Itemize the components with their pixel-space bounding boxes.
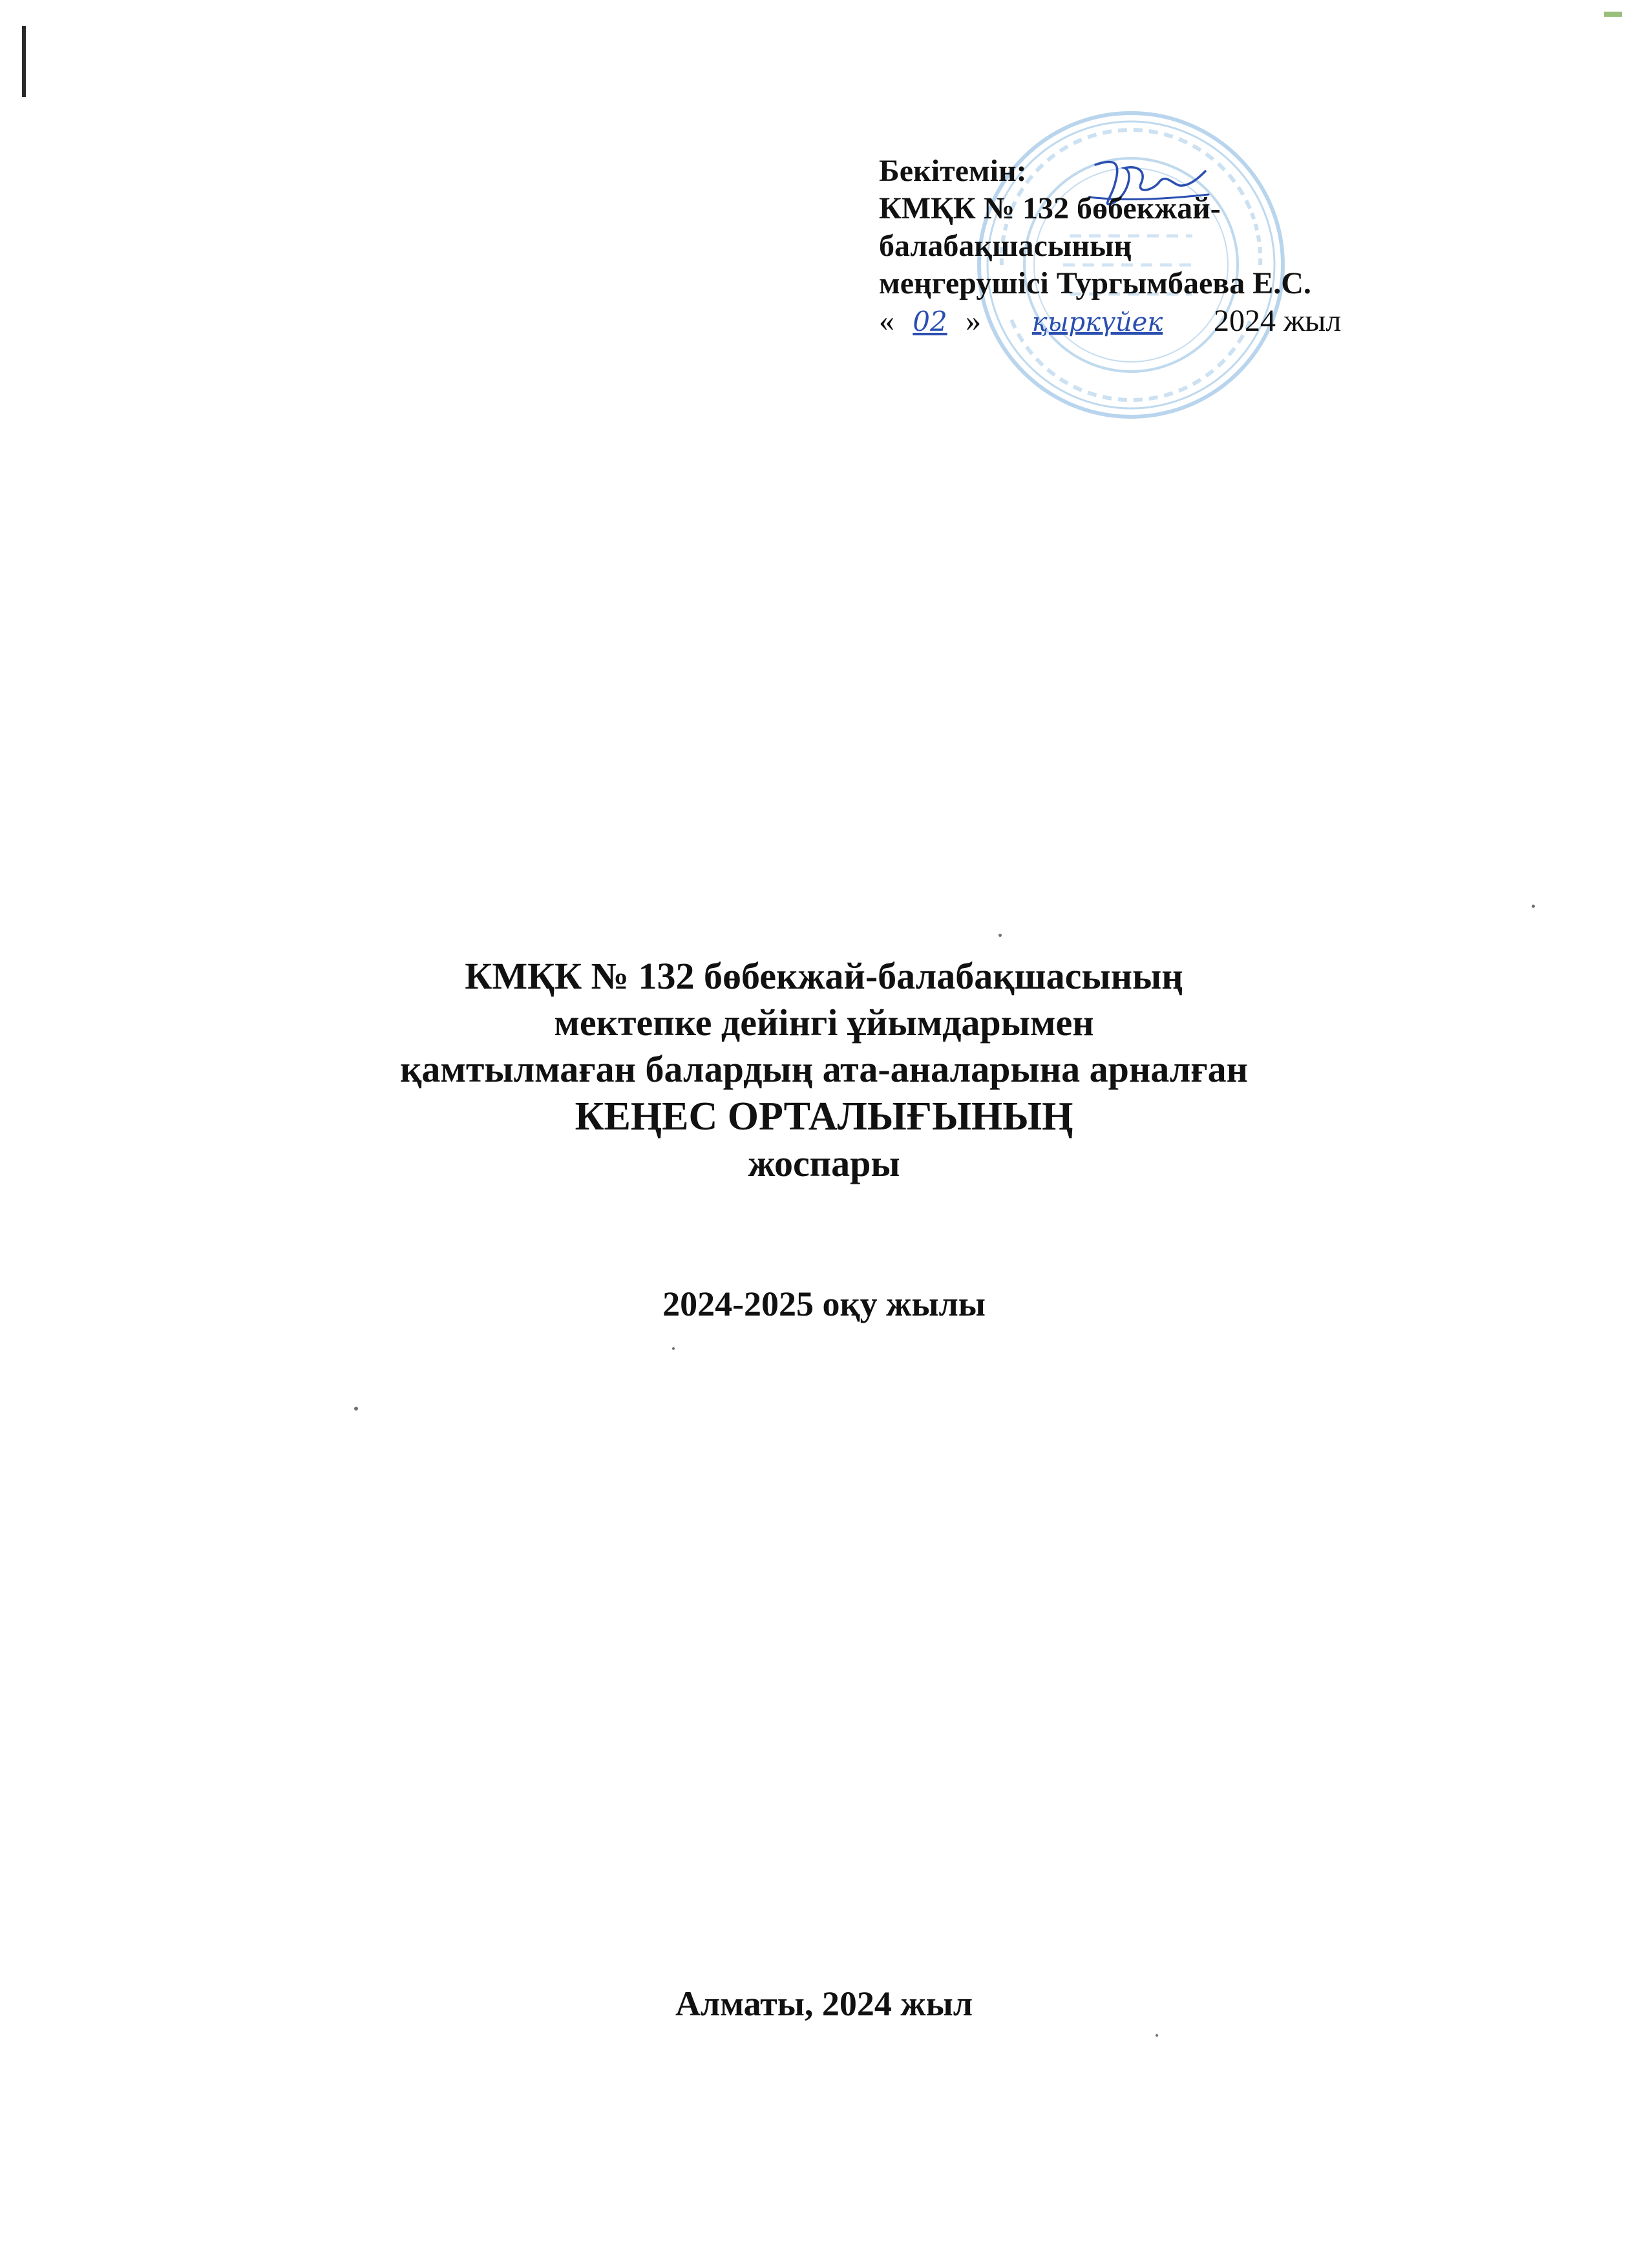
title-line-1: КМҚК № 132 бөбекжай-балабақшасының [465,955,1183,997]
date-open-quote: « [879,304,894,338]
approval-block [879,152,1461,341]
academic-year: 2024-2025 оқу жылы [662,1285,986,1323]
scan-speck [998,934,1002,937]
approval-director-line: меңгерушісі Тургымбаева Е.С. [879,266,1311,300]
corner-color-mark [1604,12,1622,17]
approval-date [879,302,1461,341]
title-line-3: қамтылмаған балардың ата-аналарына арналған [399,1048,1249,1090]
date-year: 2024 жыл [1214,304,1342,338]
scan-speck [354,1407,358,1411]
approval-org-line: КМҚК № 132 бөбекжай- [879,191,1221,226]
scan-speck [672,1347,675,1350]
scan-speck [1532,905,1535,908]
title-line-4: КЕҢЕС ОРТАЛЫҒЫНЫҢ [575,1095,1073,1139]
scan-edge-mark [22,26,26,97]
approval-heading: Бекітемін: [879,154,1027,188]
date-day: 02 [913,306,947,337]
title-line-2: мектепке дейінгі ұйымдарымен [554,1002,1094,1044]
document-title [0,953,1648,1187]
footer-city-year: Алматы, 2024 жыл [675,1984,973,2023]
scan-speck [1156,2034,1158,2037]
title-line-5: жоспары [748,1142,900,1184]
approval-org-line-2: балабақшасының [879,229,1132,263]
date-month: қыркүйек [1031,308,1163,337]
date-close-quote: » [966,304,981,338]
